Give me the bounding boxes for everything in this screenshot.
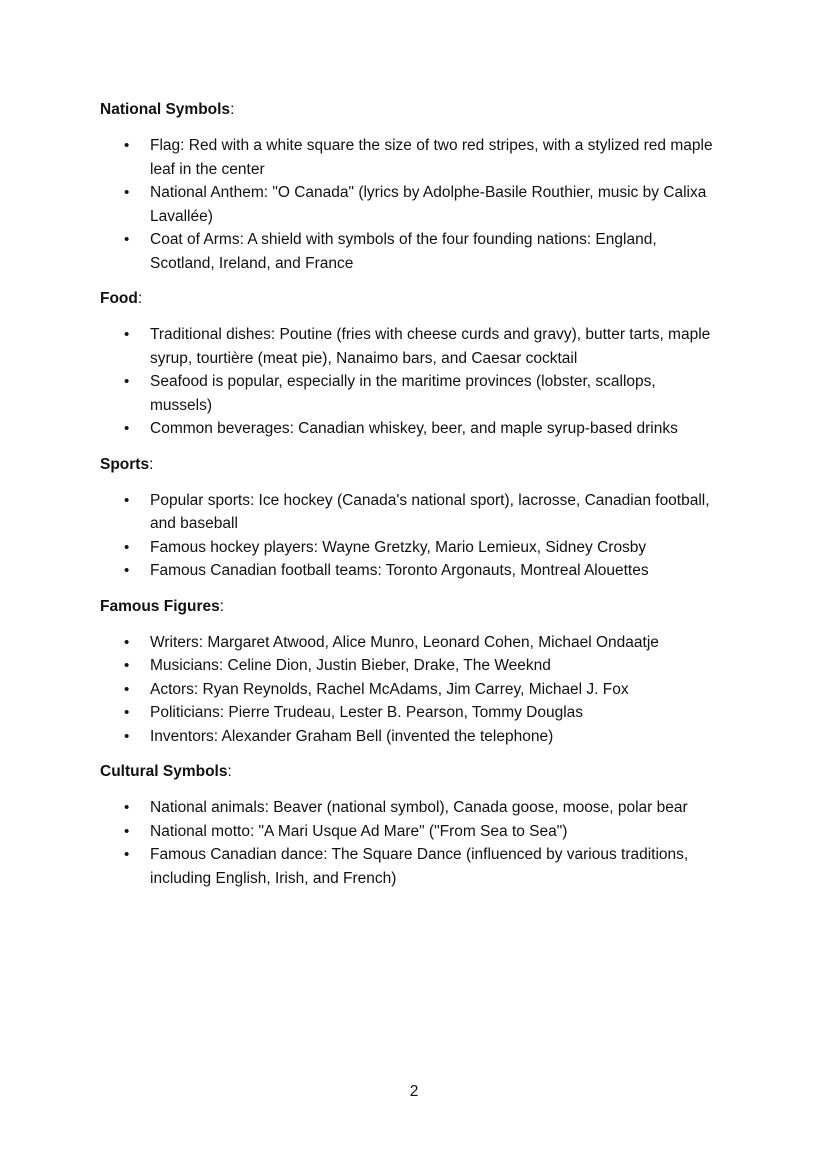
bullet-icon: •	[124, 633, 130, 651]
heading-text: Sports	[100, 455, 150, 473]
list-item	[100, 654, 720, 678]
list-item	[100, 134, 720, 181]
bullet-icon: •	[124, 326, 130, 343]
list-item	[100, 181, 720, 228]
list-item-text: Musicians: Celine Dion, Justin Bieber, Drake, The Weeknd	[150, 657, 551, 674]
bullet-icon: •	[124, 799, 130, 816]
list-item-text: Politicians: Pierre Trudeau, Lester B. Pearson, Tommy Douglas	[150, 704, 584, 721]
bullet-icon: •	[124, 231, 130, 248]
bullet-icon: •	[124, 704, 130, 721]
list-item	[100, 417, 720, 441]
bullet-list	[100, 631, 720, 749]
list-item	[100, 701, 720, 725]
list-item-text: Actors: Ryan Reynolds, Rachel McAdams, Jim Carrey, Michael J. Fox	[150, 680, 629, 698]
section-sports	[100, 454, 720, 583]
section-famous-figures	[100, 596, 720, 749]
list-item-text: National animals: Beaver (national symbol), Canada goose, moose, polar bear	[150, 799, 688, 816]
bullet-icon: •	[124, 727, 130, 745]
heading-colon: :	[149, 455, 154, 473]
section-heading	[100, 596, 720, 618]
list-item	[100, 536, 720, 560]
list-item-text: Common beverages: Canadian whiskey, beer, and maple syrup-based drinks	[150, 420, 678, 437]
bullet-list	[100, 134, 720, 275]
bullet-icon: •	[124, 846, 130, 863]
list-item	[100, 559, 720, 583]
heading-text: National Symbols	[100, 101, 231, 118]
bullet-icon: •	[124, 184, 130, 201]
bullet-icon: •	[124, 822, 130, 840]
list-item	[100, 843, 720, 890]
list-item-text: Writers: Margaret Atwood, Alice Munro, Leonard Cohen, Michael Ondaatje	[150, 633, 659, 651]
heading-colon: :	[137, 290, 143, 307]
list-item-text: Famous hockey players: Wayne Gretzky, Mario Lemieux, Sidney Crosby	[150, 538, 647, 556]
list-item-text: Inventors: Alexander Graham Bell (invented the telephone)	[150, 727, 554, 745]
bullet-list	[100, 489, 720, 583]
section-heading	[100, 761, 720, 783]
list-item-text: Popular sports: Ice hockey (Canada's national sport), lacrosse, Canadian football, and baseball	[150, 491, 710, 532]
bullet-icon: •	[124, 491, 130, 509]
bullet-icon: •	[124, 562, 130, 579]
bullet-list	[100, 323, 720, 441]
list-item-text: Seafood is popular, especially in the maritime provinces (lobster, scallops, mussels)	[150, 373, 656, 414]
section-national-symbols	[100, 99, 720, 275]
list-item	[100, 796, 720, 820]
heading-text: Food	[100, 290, 138, 307]
section-cultural-symbols	[100, 761, 720, 890]
page-number: 2	[409, 1083, 419, 1100]
list-item-text: Coat of Arms: A shield with symbols of the four founding nations: England, Scotland, Ireland, and France	[150, 231, 657, 272]
list-item-text: Famous Canadian football teams: Toronto Argonauts, Montreal Alouettes	[150, 562, 649, 579]
bullet-icon: •	[124, 137, 130, 154]
list-item	[100, 370, 720, 417]
section-food	[100, 288, 720, 441]
bullet-list	[100, 796, 720, 890]
list-item	[100, 820, 720, 844]
heading-colon: :	[219, 597, 225, 615]
list-item-text: Traditional dishes: Poutine (fries with cheese curds and gravy), butter tarts, maple syrup, tourtière (meat pie), Nanaimo bars, and Caesar cocktail	[150, 326, 711, 367]
list-item	[100, 489, 720, 536]
bullet-icon: •	[124, 373, 130, 390]
list-item	[100, 678, 720, 702]
list-item-text: National motto: "A Mari Usque Ad Mare" ("From Sea to Sea")	[150, 822, 568, 840]
list-item	[100, 323, 720, 370]
list-item-text: Flag: Red with a white square the size of two red stripes, with a stylized red maple leaf in the center	[150, 137, 713, 178]
bullet-icon: •	[124, 680, 130, 698]
heading-colon: :	[230, 101, 235, 118]
heading-text: Cultural Symbols	[100, 763, 228, 780]
list-item	[100, 228, 720, 275]
heading-text: Famous Figures	[100, 597, 220, 615]
document-page	[100, 99, 720, 903]
bullet-icon: •	[124, 420, 130, 437]
section-heading	[100, 288, 720, 310]
list-item-text: Famous Canadian dance: The Square Dance (influenced by various traditions, including English, Irish, and French)	[150, 846, 689, 887]
section-heading	[100, 99, 720, 121]
heading-colon: :	[227, 763, 232, 780]
bullet-icon: •	[124, 657, 130, 674]
list-item	[100, 631, 720, 655]
section-heading	[100, 454, 720, 476]
list-item	[100, 725, 720, 749]
bullet-icon: •	[124, 538, 130, 556]
list-item-text: National Anthem: "O Canada" (lyrics by Adolphe-Basile Routhier, music by Calixa Lavallée)	[150, 184, 707, 225]
